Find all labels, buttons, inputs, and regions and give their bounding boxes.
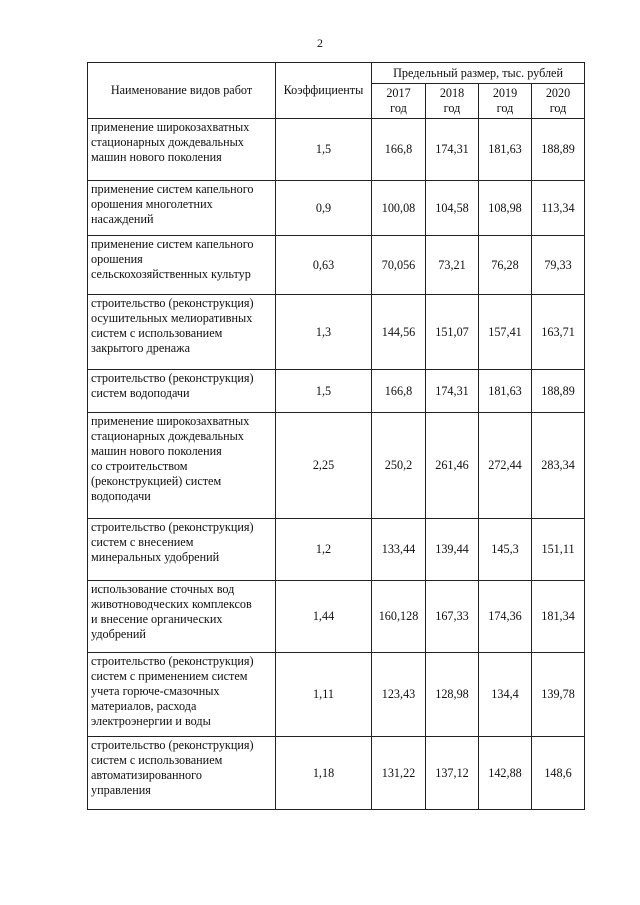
header-year-2019: [479, 84, 532, 119]
table-row: [88, 413, 585, 519]
work-type-line: (реконструкцией) систем: [91, 474, 222, 488]
header-year-2018: [426, 84, 479, 119]
work-type-cell: [88, 413, 276, 519]
header-coefficient: Коэффициенты: [276, 63, 372, 119]
work-type-line: использование сточных вод: [91, 582, 235, 596]
header-limit: Предельный размер, тыс. рублей: [372, 63, 585, 84]
page-number: 2: [317, 36, 323, 50]
work-type-cell: [88, 370, 276, 413]
coefficient-cell: 1,11: [276, 653, 372, 737]
work-type-line: материалов, расхода: [91, 699, 197, 713]
work-type-line: применение систем капельного: [91, 237, 254, 251]
coefficient-cell: 1,18: [276, 737, 372, 810]
limit-value-cell: 166,8: [372, 370, 426, 413]
work-type-line: строительство (реконструкция): [91, 520, 254, 534]
limit-value-cell: 272,44: [479, 413, 532, 519]
table-row: [88, 370, 585, 413]
limit-value-cell: 100,08: [372, 181, 426, 236]
work-type-line: со строительством: [91, 459, 188, 473]
limit-value-cell: 174,36: [479, 581, 532, 653]
work-type-cell: [88, 119, 276, 181]
limit-value-cell: 73,21: [426, 236, 479, 295]
limit-value-cell: 163,71: [532, 295, 585, 370]
limit-value-cell: 144,56: [372, 295, 426, 370]
limit-value-cell: 139,44: [426, 519, 479, 581]
limit-value-cell: 131,22: [372, 737, 426, 810]
work-type-line: стационарных дождевальных: [91, 135, 244, 149]
header-year-value: 2020: [545, 86, 571, 100]
work-type-cell: [88, 295, 276, 370]
limit-value-cell: 181,34: [532, 581, 585, 653]
header-year-2020: [532, 84, 585, 119]
work-type-cell: [88, 581, 276, 653]
limit-value-cell: 76,28: [479, 236, 532, 295]
limit-value-cell: 108,98: [479, 181, 532, 236]
limit-value-cell: 113,34: [532, 181, 585, 236]
work-type-line: строительство (реконструкция): [91, 371, 254, 385]
header-year-value: 2018: [439, 86, 465, 100]
header-year-unit: год: [549, 101, 567, 115]
work-type-line: применение широкозахватных: [91, 414, 250, 428]
limit-value-cell: 142,88: [479, 737, 532, 810]
work-type-line: сельскохозяйственных культур: [91, 267, 251, 281]
work-type-cell: [88, 519, 276, 581]
table-row: [88, 119, 585, 181]
limit-value-cell: 181,63: [479, 119, 532, 181]
limits-table: [87, 62, 585, 810]
work-type-line: систем с использованием: [91, 326, 223, 340]
work-type-line: водоподачи: [91, 489, 151, 503]
limit-value-cell: 181,63: [479, 370, 532, 413]
limit-value-cell: 188,89: [532, 370, 585, 413]
limit-value-cell: 137,12: [426, 737, 479, 810]
limit-value-cell: 70,056: [372, 236, 426, 295]
limit-value-cell: 157,41: [479, 295, 532, 370]
work-type-line: систем с внесением: [91, 535, 194, 549]
work-type-line: учета горюче-смазочных: [91, 684, 220, 698]
work-type-line: закрытого дренажа: [91, 341, 190, 355]
work-type-line: строительство (реконструкция): [91, 296, 254, 310]
limit-value-cell: 123,43: [372, 653, 426, 737]
table-row: [88, 581, 585, 653]
header-year-unit: год: [496, 101, 514, 115]
table-row: [88, 737, 585, 810]
header-year-unit: год: [390, 101, 407, 115]
limit-value-cell: 174,31: [426, 119, 479, 181]
coefficient-cell: 1,5: [276, 119, 372, 181]
limit-value-cell: 174,31: [426, 370, 479, 413]
work-type-line: орошения: [91, 252, 143, 266]
table-row: [88, 236, 585, 295]
work-type-line: машин нового поколения: [91, 444, 222, 458]
limit-value-cell: 151,11: [532, 519, 585, 581]
limit-value-cell: 250,2: [372, 413, 426, 519]
coefficient-cell: 1,44: [276, 581, 372, 653]
limit-value-cell: 160,128: [372, 581, 426, 653]
work-type-line: машин нового поколения: [91, 150, 222, 164]
work-type-line: минеральных удобрений: [91, 550, 220, 564]
work-type-line: применение широкозахватных: [91, 120, 250, 134]
table-row: [88, 181, 585, 236]
limit-value-cell: 139,78: [532, 653, 585, 737]
header-year-2017: [372, 84, 426, 119]
work-type-line: строительство (реконструкция): [91, 738, 254, 752]
work-type-line: животноводческих комплексов: [91, 597, 252, 611]
coefficient-cell: 1,5: [276, 370, 372, 413]
coefficient-cell: 1,2: [276, 519, 372, 581]
work-type-line: систем водоподачи: [91, 386, 190, 400]
header-work-type: Наименование видов работ: [88, 63, 276, 119]
coefficient-cell: 0,9: [276, 181, 372, 236]
limit-value-cell: 148,6: [532, 737, 585, 810]
work-type-line: управления: [91, 783, 151, 797]
work-type-line: автоматизированного: [91, 768, 202, 782]
limit-value-cell: 133,44: [372, 519, 426, 581]
limit-value-cell: 79,33: [532, 236, 585, 295]
coefficient-cell: 2,25: [276, 413, 372, 519]
limit-value-cell: 128,98: [426, 653, 479, 737]
work-type-cell: [88, 737, 276, 810]
work-type-cell: [88, 181, 276, 236]
limit-value-cell: 151,07: [426, 295, 479, 370]
limit-value-cell: 104,58: [426, 181, 479, 236]
table-row: [88, 295, 585, 370]
work-type-line: систем с применением систем: [91, 669, 248, 683]
limit-value-cell: 261,46: [426, 413, 479, 519]
work-type-cell: [88, 236, 276, 295]
table-row: [88, 653, 585, 737]
work-type-line: и внесение органических: [91, 612, 223, 626]
work-type-line: орошения многолетних: [91, 197, 213, 211]
work-type-line: электроэнергии и воды: [91, 714, 211, 728]
limit-value-cell: 166,8: [372, 119, 426, 181]
coefficient-cell: 0,63: [276, 236, 372, 295]
header-year-unit: год: [443, 101, 461, 115]
header-year-value: 2017: [386, 86, 411, 100]
work-type-line: стационарных дождевальных: [91, 429, 244, 443]
limit-value-cell: 283,34: [532, 413, 585, 519]
limit-value-cell: 134,4: [479, 653, 532, 737]
work-type-line: осушительных мелиоративных: [91, 311, 253, 325]
coefficient-cell: 1,3: [276, 295, 372, 370]
limit-value-cell: 167,33: [426, 581, 479, 653]
table-row: [88, 519, 585, 581]
work-type-line: применение систем капельного: [91, 182, 254, 196]
work-type-line: насаждений: [91, 212, 154, 226]
limit-value-cell: 188,89: [532, 119, 585, 181]
work-type-line: удобрений: [91, 627, 146, 641]
work-type-line: систем с использованием: [91, 753, 223, 767]
work-type-line: строительство (реконструкция): [91, 654, 254, 668]
header-year-value: 2019: [492, 86, 518, 100]
limit-value-cell: 145,3: [479, 519, 532, 581]
work-type-cell: [88, 653, 276, 737]
